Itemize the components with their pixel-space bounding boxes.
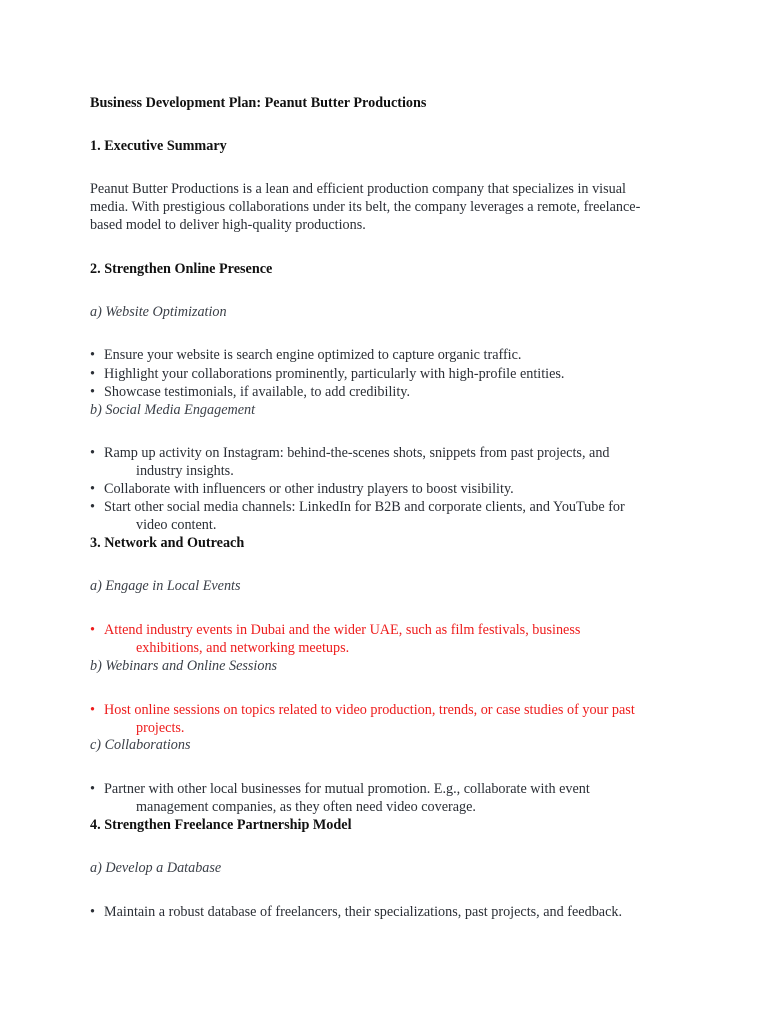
bullet-icon: • [90, 702, 95, 718]
section-heading-executive-summary: 1. Executive Summary [90, 138, 227, 154]
bullet-icon: • [90, 781, 95, 797]
list-item-text: Host online sessions on topics related to video production, trends, or case studies of your past [104, 702, 635, 718]
list-item [90, 780, 590, 798]
list-item [90, 444, 610, 462]
list-item-text: Partner with other local businesses for mutual promotion. E.g., collaborate with event [104, 781, 590, 797]
list-item [90, 365, 564, 383]
subheading-webinars: b) Webinars and Online Sessions [90, 658, 278, 674]
list-item [90, 498, 625, 516]
list-item-text: Maintain a robust database of freelancers, their specializations, past projects, and feedback. [104, 904, 623, 920]
subheading-social-media: b) Social Media Engagement [90, 402, 256, 418]
paragraph-line: based model to deliver high-quality productions. [90, 217, 366, 233]
bullet-icon: • [90, 366, 95, 382]
list-item-continuation: projects. [136, 720, 185, 736]
list-item-text: Start other social media channels: LinkedIn for B2B and corporate clients, and YouTube for [104, 499, 625, 515]
bullet-icon: • [90, 347, 95, 363]
list-item-text: Highlight your collaborations prominently, particularly with high-profile entities. [104, 366, 565, 382]
document-title: Business Development Plan: Peanut Butter Productions [90, 95, 427, 111]
list-item-text: Attend industry events in Dubai and the wider UAE, such as film festivals, business [104, 622, 581, 638]
section-heading-freelance-model: 4. Strengthen Freelance Partnership Model [90, 817, 352, 833]
paragraph-line: Peanut Butter Productions is a lean and efficient production company that specializes in visual [90, 181, 626, 197]
section-heading-online-presence: 2. Strengthen Online Presence [90, 261, 273, 277]
list-item-continuation: industry insights. [136, 463, 234, 479]
subheading-collaborations: c) Collaborations [90, 737, 191, 753]
bullet-icon: • [90, 445, 95, 461]
subheading-local-events: a) Engage in Local Events [90, 578, 241, 594]
list-item-text: Showcase testimonials, if available, to add credibility. [104, 384, 411, 400]
list-item-text: Ramp up activity on Instagram: behind-the-scenes shots, snippets from past projects, and [104, 445, 610, 461]
list-item-text: Collaborate with influencers or other industry players to boost visibility. [104, 481, 514, 497]
subheading-develop-database: a) Develop a Database [90, 860, 222, 876]
list-item-highlighted [90, 701, 635, 719]
list-item-highlighted [90, 621, 580, 639]
bullet-icon: • [90, 904, 95, 920]
list-item-continuation: exhibitions, and networking meetups. [136, 640, 350, 656]
paragraph-line: media. With prestigious collaborations under its belt, the company leverages a remote, freelance- [90, 199, 641, 215]
section-heading-network-outreach: 3. Network and Outreach [90, 535, 245, 551]
list-item-continuation: management companies, as they often need video coverage. [136, 799, 476, 815]
subheading-website-optimization: a) Website Optimization [90, 304, 227, 320]
bullet-icon: • [90, 499, 95, 515]
list-item-text: Ensure your website is search engine optimized to capture organic traffic. [104, 347, 522, 363]
list-item-continuation: video content. [136, 517, 217, 533]
list-item [90, 480, 514, 498]
bullet-icon: • [90, 384, 95, 400]
bullet-icon: • [90, 622, 95, 638]
list-item [90, 346, 521, 364]
bullet-icon: • [90, 481, 95, 497]
list-item [90, 383, 410, 401]
list-item [90, 903, 622, 921]
